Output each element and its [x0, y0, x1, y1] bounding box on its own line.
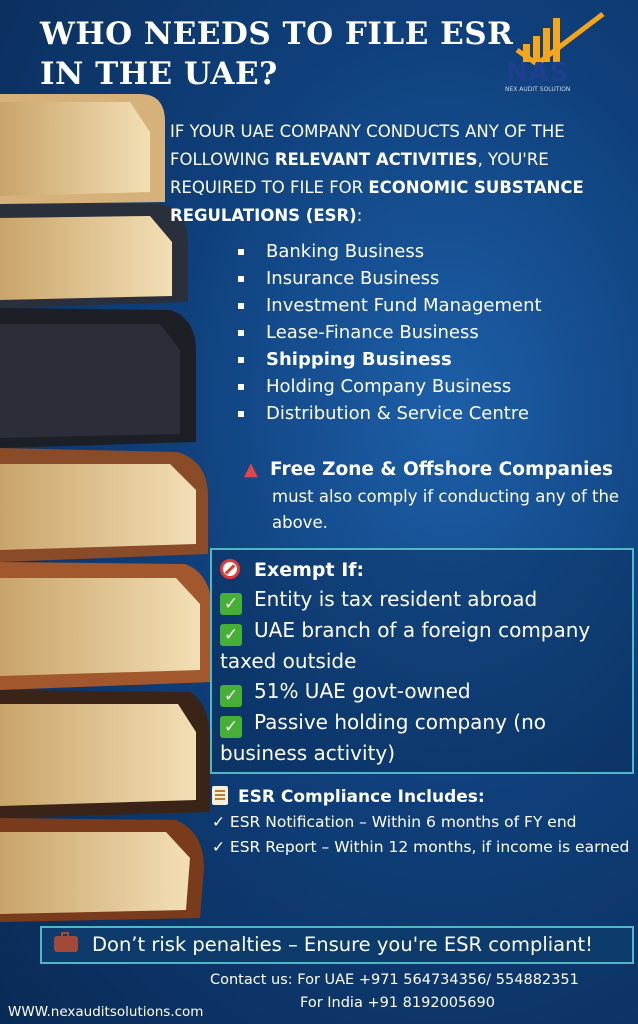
intro-esr: ECONOMIC SUBSTANCE REGULATIONS (ESR): [170, 178, 584, 225]
activity-label: Insurance Business: [266, 268, 440, 289]
intro-part: IF YOUR UAE COMPANY CONDUCTS ANY OF THE FOLLOWING: [170, 122, 565, 169]
activity-label: Investment Fund Management: [266, 295, 542, 316]
exempt-heading: Exempt If:: [254, 559, 365, 581]
contact-uae: Contact us: For UAE +971 564734356/ 554882351: [210, 972, 579, 988]
free-zone-heading: Free Zone & Offshore Companies: [270, 459, 614, 480]
list-item: [238, 265, 542, 292]
bullet-icon: [238, 330, 244, 336]
briefcase-icon: [54, 936, 78, 952]
pushpin-icon: ▲: [244, 459, 258, 480]
cta-banner: [40, 926, 634, 964]
list-item: [238, 292, 542, 319]
activity-label: Holding Company Business: [266, 376, 512, 397]
activity-label: Lease-Finance Business: [266, 322, 479, 343]
list-item: ✓ ESR Notification – Within 6 months of FY end: [212, 813, 577, 831]
intro-part: :: [356, 206, 363, 225]
page-title: [40, 14, 520, 94]
activity-label: Shipping Business: [266, 349, 452, 370]
contact-india: For India +91 8192005690: [300, 995, 495, 1011]
logo-subtitle: NEX AUDIT SOLUTION: [505, 86, 571, 93]
check-icon: ✓: [220, 593, 242, 615]
list-item: [238, 319, 542, 346]
check-icon: ✓: [220, 716, 242, 738]
bullet-icon: [238, 384, 244, 390]
exempt-item-label: Passive holding company (no business activity): [220, 710, 547, 765]
list-item: [238, 400, 542, 427]
website-link[interactable]: WWW.nexauditsolutions.com: [8, 1004, 204, 1020]
title-line-1: WHO NEEDS TO FILE ESR: [40, 16, 514, 52]
bullet-icon: [238, 276, 244, 282]
cta-text: Don’t risk penalties – Ensure you're ESR compliant!: [92, 933, 593, 956]
exempt-item-label: UAE branch of a foreign company taxed outside: [220, 618, 591, 673]
compliance-section: [212, 784, 634, 860]
check-icon: ✓: [220, 624, 242, 646]
list-item: [238, 373, 542, 400]
memo-icon: [212, 786, 228, 805]
exempt-box: [210, 548, 634, 774]
list-item: [220, 584, 626, 615]
compliance-heading: ESR Compliance Includes:: [238, 787, 485, 807]
title-line-2: IN THE UAE?: [40, 56, 278, 92]
free-zone-note: [244, 456, 634, 536]
exempt-item-label: 51% UAE govt-owned: [254, 679, 471, 703]
activity-label: Banking Business: [266, 241, 425, 262]
bullet-icon: [238, 411, 244, 417]
list-item: [220, 615, 626, 676]
activity-label: Distribution & Service Centre: [266, 403, 529, 424]
list-item: ✓ ESR Report – Within 12 months, if income is earned: [212, 838, 630, 856]
intro-text: [170, 118, 630, 230]
list-item: [238, 238, 542, 265]
bullet-icon: [238, 357, 244, 363]
intro-relevant-activities: RELEVANT ACTIVITIES: [274, 150, 478, 169]
prohibited-icon: [220, 559, 240, 579]
list-item: [220, 676, 626, 707]
list-item: [220, 707, 626, 768]
activities-list: [238, 238, 542, 427]
logo: NAS: [506, 58, 570, 88]
bullet-icon: [238, 249, 244, 255]
bullet-icon: [238, 303, 244, 309]
check-icon: ✓: [220, 685, 242, 707]
list-item: [238, 346, 542, 373]
intro-part: , YOU'RE REQUIRED TO FILE FOR: [170, 150, 549, 197]
free-zone-body: must also comply if conducting any of the above.: [272, 487, 620, 532]
exempt-item-label: Entity is tax resident abroad: [254, 587, 538, 611]
